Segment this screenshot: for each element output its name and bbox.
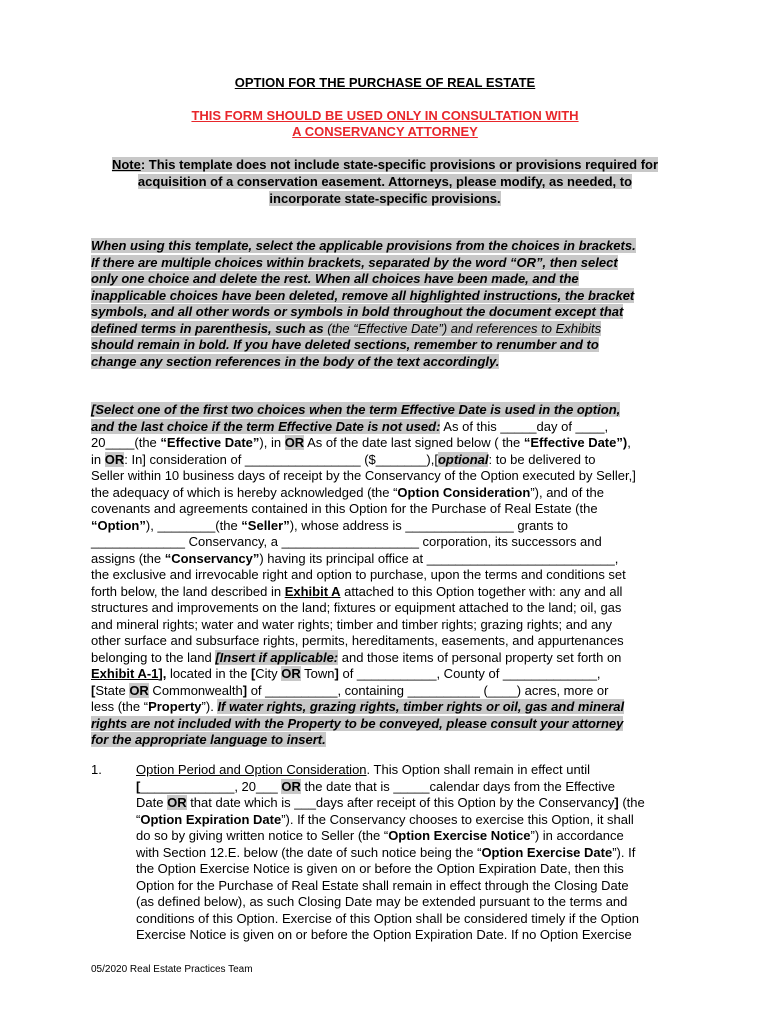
bracket-instruction: [Select one of the first two choices when the term Effective Date is used in the option,: [91, 402, 621, 417]
text-line: Option for the Purchase of Real Estate shall remain in effect through the Closing Date: [136, 877, 629, 893]
or-choice: OR: [281, 666, 301, 681]
text-run: Town: [300, 666, 335, 681]
defined-term: Property: [148, 699, 202, 714]
warning-line-2: A CONSERVANCY ATTORNEY: [292, 124, 478, 139]
text-run: do so by giving written notice to Seller (the “: [136, 828, 389, 843]
instruction-line: should remain in bold. If you have deleted sections, remember to renumber and to: [91, 337, 599, 352]
text-run: the adequacy of which is hereby acknowledged (the “: [91, 484, 398, 500]
defined-term: Option Exercise Date: [481, 844, 613, 860]
text-line: _____________ Conservancy, a ___________________ corporation, its successors and: [91, 534, 602, 549]
text-run: : to be delivered to: [488, 451, 596, 467]
bracket: [: [136, 778, 141, 794]
text-run: City: [255, 666, 282, 681]
text-run: assigns (the: [91, 550, 165, 566]
optional-tag: optional: [437, 451, 489, 467]
instruction-line: defined terms in parenthesis, such as: [91, 320, 328, 336]
template-instructions: [91, 238, 681, 370]
section-option-period: [136, 762, 681, 944]
text-run: ”). If: [612, 844, 636, 860]
instruction-line: inapplicable choices have been deleted, remove all highlighted instructions, the bracket: [91, 287, 635, 303]
option-grant-paragraph: [91, 402, 681, 749]
section-number: 1.: [91, 762, 102, 777]
text-run: ), in: [259, 435, 285, 450]
text-run: that date which is ___days after receipt of this Option by the Conservancy: [186, 795, 615, 810]
text-run: and those items of personal property set forth on: [338, 649, 622, 665]
text-run: Date: [136, 795, 168, 810]
text-run: ,: [627, 435, 631, 450]
defined-term: “Effective Date”: [160, 435, 260, 450]
section-heading: Option Period and Option Consideration: [136, 762, 367, 777]
text-run: As of the date last signed below ( the: [304, 435, 524, 450]
text-line: the Option Exercise Notice is given on or before the Option Expiration Date, then this: [136, 861, 624, 876]
text-line: Exercise Notice is given on or before the Option Expiration Date. If no Option Exercise: [136, 927, 632, 942]
defined-term: “Seller”: [241, 517, 290, 533]
exhibit-reference: Exhibit A-1: [91, 666, 159, 681]
text-run: State: [95, 682, 130, 698]
defined-term: “Effective Date”): [523, 435, 628, 450]
bracket-instruction: for the appropriate language to insert.: [91, 732, 326, 747]
defined-term: “Option”: [91, 517, 146, 533]
note-label: Note: [111, 157, 141, 172]
bracket-instruction: [Insert if applicable:: [215, 649, 339, 665]
or-choice: OR: [104, 451, 125, 467]
text-run: ), whose address is _______________ grants to: [289, 517, 568, 533]
consultation-warning: [60, 108, 710, 140]
bracket: ],: [158, 666, 167, 681]
text-run: _____________, 20___: [140, 778, 282, 794]
or-choice: OR: [129, 682, 149, 698]
defined-term: Option Consideration: [397, 484, 531, 500]
text-run: ) having its principal office at __________________________,: [259, 550, 619, 566]
bracket: [: [250, 666, 256, 681]
text-line: conditions of this Option. Exercise of this Option shall be considered timely if the Option: [136, 910, 639, 926]
text-run: ), ________(the: [145, 517, 242, 533]
page-footer: 05/2020 Real Estate Practices Team: [91, 964, 253, 975]
text-line: structures and improvements on the land; fixtures or equipment attached to the land; oil, gas: [91, 600, 622, 615]
bracket: ]: [614, 795, 619, 810]
note-line-2: acquisition of a conservation easement. Attorneys, please modify, as needed, to: [137, 174, 633, 189]
bracket-instruction: If water rights, grazing rights, timber rights or oil, gas and mineral: [217, 699, 625, 714]
text-run: ”). If the Conservancy chooses to exercise this Option, it shall: [281, 811, 634, 827]
instruction-example: (the “Effective Date”) and references to Exhibits: [327, 320, 602, 336]
instruction-line: only one choice and delete the rest. When all choices have been made, and the: [91, 271, 579, 286]
instruction-line: If there are multiple choices within brackets, separated by the word “OR”, then select: [91, 254, 618, 270]
bracket-instruction: rights are not included with the Property to be conveyed, please consult your attorney: [91, 715, 624, 731]
text-run: As of this _____day of ____,: [440, 418, 609, 434]
instruction-line: When using this template, select the applicable provisions from the choices in brackets.: [91, 238, 636, 253]
instruction-line: change any section references in the body of the text accordingly.: [91, 353, 500, 369]
text-run: : In] consideration of ________________ ($_______),[: [124, 451, 438, 467]
text-run: ”) in accordance: [530, 828, 624, 843]
bracket-instruction: and the last choice if the term Effective Date is not used:: [91, 418, 441, 434]
text-run: of ___________, County of _____________,: [338, 666, 601, 681]
text-run: in: [91, 451, 105, 467]
text-run: belonging to the land: [91, 649, 216, 665]
text-run: “: [136, 811, 141, 827]
text-run: 20____(the: [91, 435, 161, 450]
text-line: and mineral rights; water and water rights; timber and timber rights; grazing rights; and any: [91, 616, 612, 632]
defined-term: Option Expiration Date: [140, 811, 282, 827]
exhibit-reference: Exhibit A: [284, 583, 341, 599]
text-run: of __________, containing __________ (____) acres, more or: [247, 682, 609, 698]
bracket: ]: [242, 682, 248, 698]
text-line: covenants and agreements contained in this Option for the Purchase of Real Estate (the: [91, 501, 598, 516]
bracket: [: [91, 682, 96, 698]
text-run: less (the “: [91, 699, 149, 714]
bracket: ]: [334, 666, 339, 681]
document-title: OPTION FOR THE PURCHASE OF REAL ESTATE: [234, 75, 536, 90]
text-line: (as defined below), as such Closing Date may be extended pursuant to the terms and: [136, 894, 628, 909]
defined-term: “Conservancy”: [164, 550, 260, 566]
or-choice: OR: [167, 795, 187, 810]
text-run: . This Option shall remain in effect until: [366, 762, 591, 777]
template-note: [60, 156, 710, 207]
text-line: other surface and subsurface rights, permits, hereditaments, easements, and appurtenances: [91, 633, 624, 648]
note-line-3: incorporate state-specific provisions.: [269, 191, 501, 206]
text-run: Commonwealth: [148, 682, 243, 698]
or-choice: OR: [284, 435, 305, 450]
text-line: the exclusive and irrevocable right and option to purchase, upon the terms and conditions set: [91, 567, 626, 582]
text-run: ”).: [201, 699, 218, 714]
text-run: with Section 12.E. below (the date of such notice being the “: [136, 844, 482, 860]
text-run: located in the: [166, 666, 251, 681]
text-run: ”), and of the: [530, 484, 605, 500]
text-run: attached to this Option together with: any and all: [340, 583, 623, 599]
or-choice: OR: [281, 778, 301, 794]
defined-term: Option Exercise Notice: [388, 828, 531, 843]
text-line: Seller within 10 business days of receipt by the Conservancy of the Option executed by Seller,]: [91, 468, 636, 483]
text-run: the date that is _____calendar days from the Effective: [300, 778, 615, 794]
text-run: forth below, the land described in: [91, 583, 285, 599]
instruction-line: symbols, and all other words or symbols in bold throughout the document except that: [91, 304, 624, 319]
note-line-1: : This template does not include state-specific provisions or provisions required for: [140, 157, 659, 172]
warning-line-1: THIS FORM SHOULD BE USED ONLY IN CONSULTATION WITH: [191, 108, 579, 123]
text-run: (the: [618, 795, 645, 810]
